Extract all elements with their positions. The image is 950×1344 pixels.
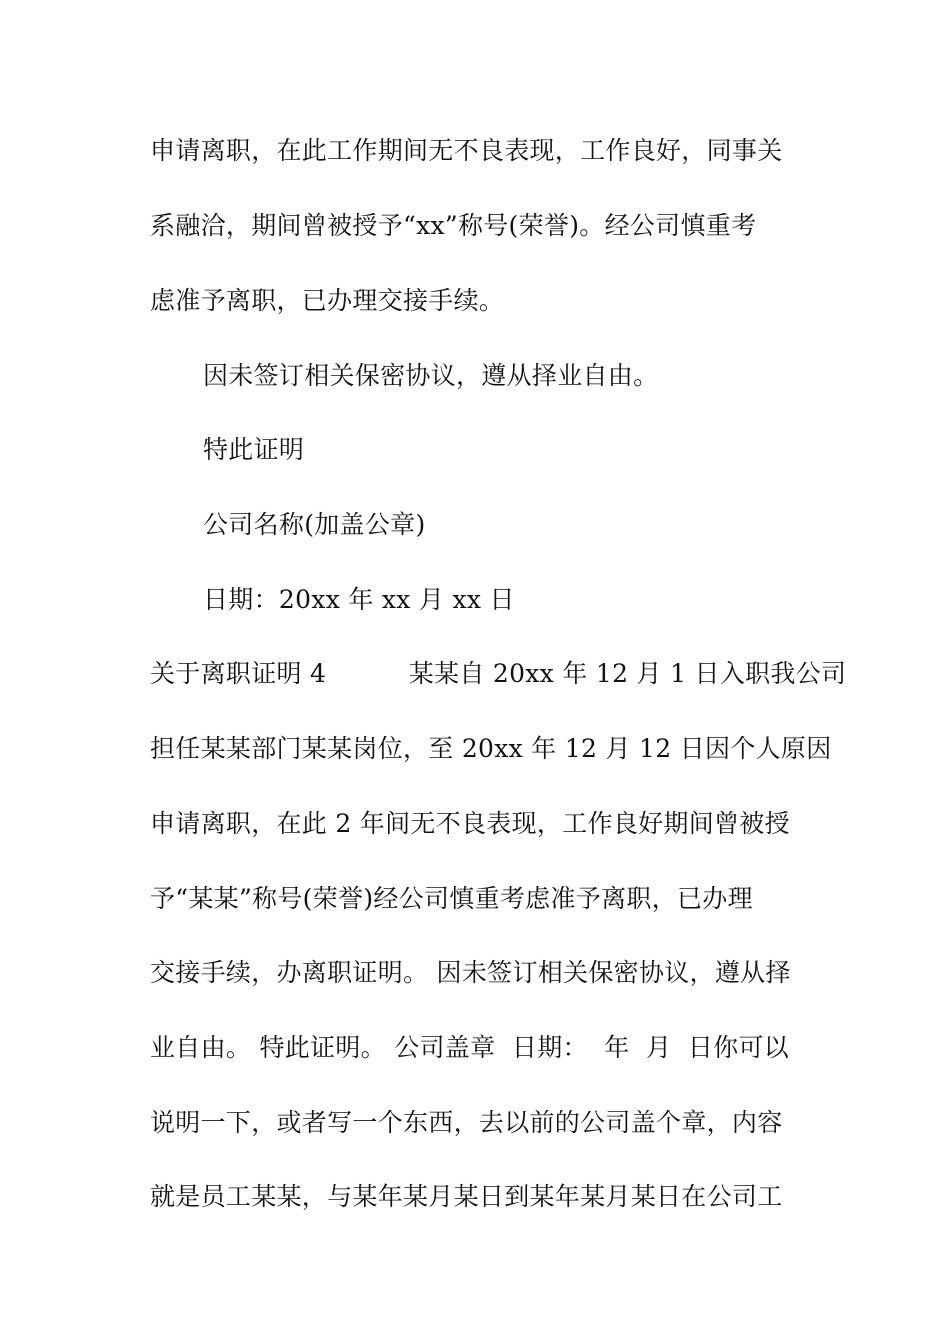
- text-line-15: 就是员工某某，与某年某月某日到某年某月某日在公司工: [150, 1182, 783, 1211]
- text-line-13: 业自由。 特此证明。 公司盖章 日期： 年 月 日你可以: [150, 1033, 790, 1062]
- text-line-10: 申请离职，在此 2 年间无不良表现，工作良好期间曾被授: [150, 809, 790, 838]
- text-line-5: 特此证明: [203, 435, 305, 464]
- text-line-4: 因未签订相关保密协议，遵从择业自由。: [203, 361, 659, 390]
- text-line-7: 日期：20xx 年 xx 月 xx 日: [203, 585, 515, 614]
- text-line-11: 予“某某”称号(荣誉)经公司慎重考虑准予离职，已办理: [150, 884, 753, 913]
- text-line-2: 系融洽，期间曾被授予“xx”称号(荣誉)。经公司慎重考: [150, 211, 757, 240]
- text-line-12: 交接手续，办离职证明。 因未签订相关保密协议，遵从择: [150, 958, 791, 987]
- text-line-3: 虑准予离职，已办理交接手续。: [150, 286, 505, 315]
- text-line-14: 说明一下，或者写一个东西，去以前的公司盖个章，内容: [150, 1108, 783, 1137]
- text-line-9: 担任某某部门某某岗位，至 20xx 年 12 月 12 日因个人原因: [150, 734, 832, 763]
- text-line-8: 关于离职证明 4 某某自 20xx 年 12 月 1 日入职我公司: [150, 659, 847, 688]
- text-line-6: 公司名称(加盖公章): [203, 510, 426, 539]
- text-line-1: 申请离职，在此工作期间无不良表现，工作良好，同事关: [150, 136, 783, 165]
